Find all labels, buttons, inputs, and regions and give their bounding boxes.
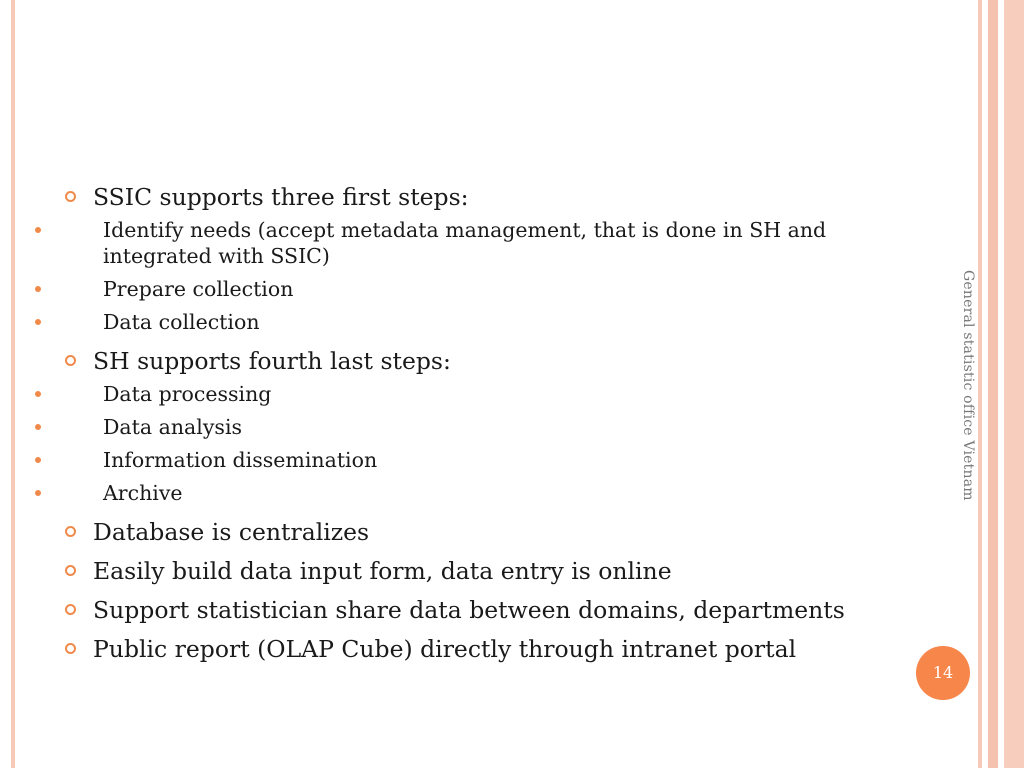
filled-dot-icon [35,391,41,397]
right-decor-bar-3 [1004,0,1024,768]
sub-bullet-item [62,414,882,440]
filled-dot-icon [35,227,41,233]
bullet-item [62,346,882,376]
hollow-circle-icon [65,191,76,202]
right-decor-bar-1 [978,0,982,768]
hollow-circle-icon [65,526,76,537]
filled-dot-icon [35,490,41,496]
footer-vertical-text: General statistic office Vietnam [960,270,976,501]
bullet-text: Easily build data input form, data entry is online [93,557,672,585]
filled-dot-icon [35,319,41,325]
page-number-badge: 14 [916,646,970,700]
bullet-text: Public report (OLAP Cube) directly through intranet portal [93,635,797,663]
sub-bullet-text: Data processing [103,382,272,406]
sub-bullet-text: Archive [103,481,183,505]
hollow-circle-icon [65,355,76,366]
sub-bullet-item [62,447,882,473]
bullet-item [62,595,882,625]
bullet-item [62,634,882,664]
bullet-text: Database is centralizes [93,518,370,546]
left-decor-bar [11,0,15,768]
hollow-circle-icon [65,643,76,654]
sub-bullet-item [62,480,882,506]
bullet-text: SSIC supports three first steps: [93,183,469,211]
sub-bullet-text: Information dissemination [103,448,378,472]
hollow-circle-icon [65,604,76,615]
bullet-text: SH supports fourth last steps: [93,347,451,375]
sub-bullet-text: Prepare collection [103,277,294,301]
bullet-text: Support statistician share data between domains, departments [93,596,845,624]
slide-content [62,182,882,673]
bullet-item [62,517,882,547]
filled-dot-icon [35,457,41,463]
bullet-item [62,556,882,586]
hollow-circle-icon [65,565,76,576]
sub-bullet-text: Identify needs (accept metadata management, that is done in SH and integrated with SSIC) [103,218,827,268]
right-decor-bar-2 [988,0,998,768]
sub-bullet-item [62,276,882,302]
filled-dot-icon [35,424,41,430]
sub-bullet-text: Data collection [103,310,260,334]
bullet-item [62,182,882,212]
sub-bullet-text: Data analysis [103,415,243,439]
filled-dot-icon [35,286,41,292]
sub-bullet-item [62,309,882,335]
sub-bullet-item [62,381,882,407]
sub-bullet-item [62,217,882,269]
